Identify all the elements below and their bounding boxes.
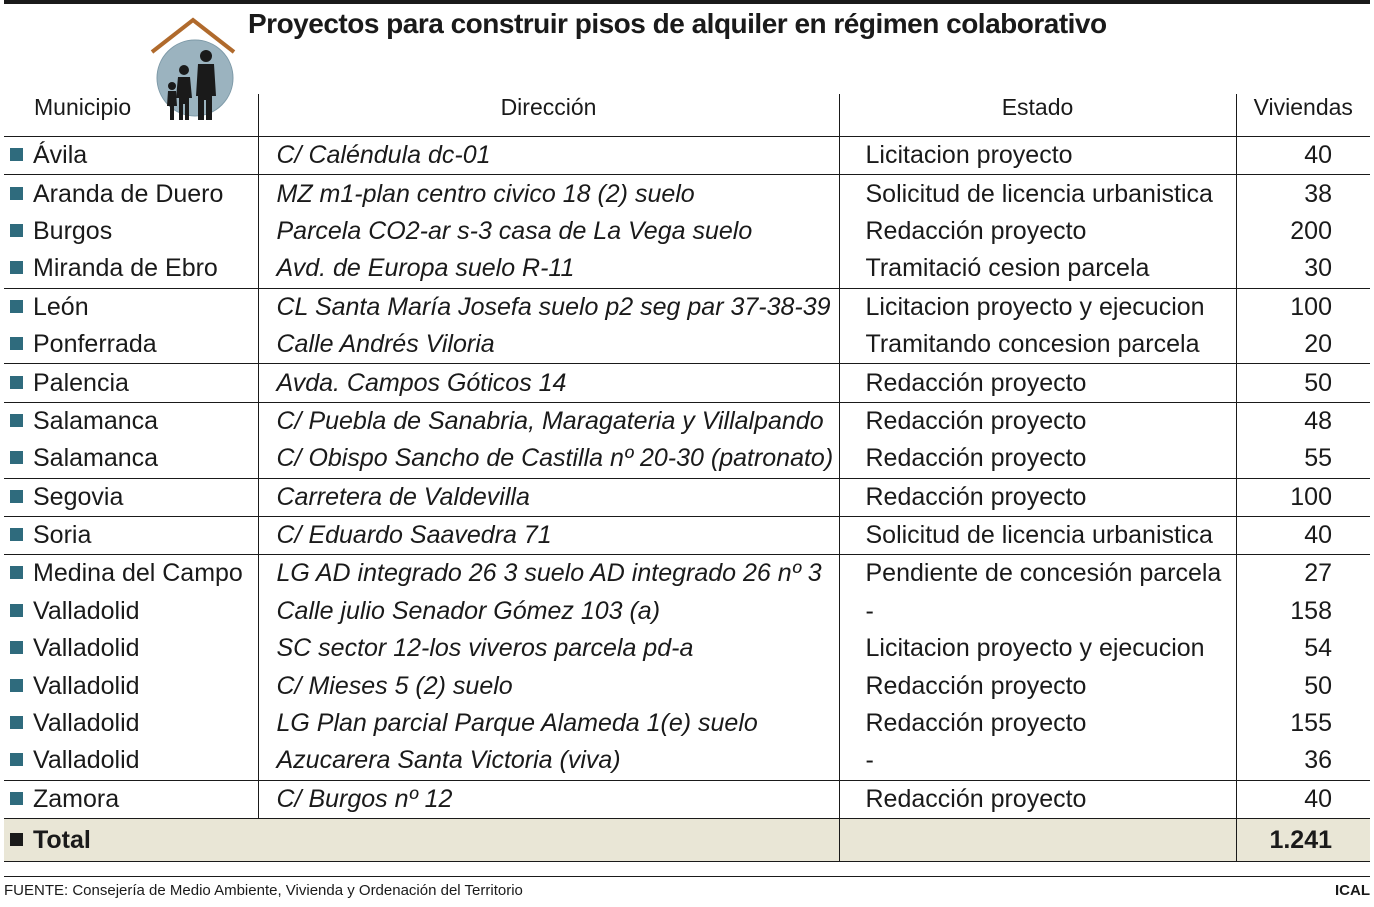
cell-municipio [4, 516, 258, 554]
municipio-label: Valladolid [33, 596, 140, 625]
cell-direccion: Parcela CO2-ar s-3 casa de La Vega suelo [258, 213, 839, 250]
bullet-square-icon [10, 414, 23, 427]
cell-direccion: MZ m1-plan centro civico 18 (2) suelo [258, 175, 839, 213]
municipio-label: Valladolid [33, 634, 140, 663]
cell-municipio [4, 326, 258, 364]
cell-viviendas: 100 [1236, 478, 1370, 516]
cell-municipio [4, 440, 258, 478]
bullet-square-icon [10, 376, 23, 389]
total-row [4, 819, 1370, 862]
cell-viviendas: 55 [1236, 440, 1370, 478]
cell-municipio [4, 175, 258, 213]
cell-estado: Solicitud de licencia urbanistica [839, 175, 1236, 213]
cell-estado: Pendiente de concesión parcela [839, 555, 1236, 593]
cell-direccion: Calle Andrés Viloria [258, 326, 839, 364]
cell-viviendas: 158 [1236, 593, 1370, 630]
bullet-square-icon [10, 490, 23, 503]
cell-estado: Solicitud de licencia urbanistica [839, 516, 1236, 554]
total-empty-cell [839, 819, 1236, 862]
table-body [4, 137, 1370, 862]
cell-municipio [4, 213, 258, 250]
bullet-square-icon [10, 528, 23, 541]
cell-municipio [4, 402, 258, 440]
table-row [4, 593, 1370, 630]
municipio-label: Salamanca [33, 444, 159, 473]
cell-municipio [4, 742, 258, 780]
cell-direccion: Azucarera Santa Victoria (viva) [258, 742, 839, 780]
municipio-label: León [33, 292, 89, 321]
cell-viviendas: 30 [1236, 250, 1370, 288]
bullet-square-icon [10, 261, 23, 274]
municipio-label: Palencia [33, 368, 129, 397]
cell-viviendas: 50 [1236, 667, 1370, 704]
table-row [4, 780, 1370, 818]
cell-direccion: C/ Caléndula dc-01 [258, 137, 839, 175]
table-row [4, 705, 1370, 742]
cell-direccion: C/ Puebla de Sanabria, Maragateria y Villalpando [258, 402, 839, 440]
municipio-label: Ávila [33, 141, 88, 170]
bottom-rule [4, 876, 1370, 877]
source-note: FUENTE: Consejería de Medio Ambiente, Vivienda y Ordenación del Territorio [4, 882, 523, 899]
table-row [4, 213, 1370, 250]
column-header-viviendas: Viviendas [1236, 94, 1370, 137]
cell-estado: - [839, 593, 1236, 630]
cell-viviendas: 200 [1236, 213, 1370, 250]
table-row [4, 742, 1370, 780]
cell-viviendas: 38 [1236, 175, 1370, 213]
cell-viviendas: 50 [1236, 364, 1370, 402]
cell-estado: Redacción proyecto [839, 440, 1236, 478]
table-row [4, 440, 1370, 478]
cell-estado: - [839, 742, 1236, 780]
cell-municipio [4, 667, 258, 704]
bullet-square-icon [10, 679, 23, 692]
cell-municipio [4, 555, 258, 593]
cell-municipio [4, 250, 258, 288]
cell-viviendas: 40 [1236, 516, 1370, 554]
cell-viviendas: 40 [1236, 137, 1370, 175]
bullet-square-icon [10, 753, 23, 766]
bullet-square-icon [10, 566, 23, 579]
column-header-estado: Estado [839, 94, 1236, 137]
table-row [4, 137, 1370, 175]
cell-direccion: C/ Obispo Sancho de Castilla nº 20-30 (patronato) [258, 440, 839, 478]
municipio-label: Medina del Campo [33, 559, 243, 588]
cell-municipio [4, 478, 258, 516]
cell-estado: Licitacion proyecto y ejecucion [839, 630, 1236, 667]
bullet-square-icon [10, 337, 23, 350]
cell-viviendas: 54 [1236, 630, 1370, 667]
cell-municipio [4, 593, 258, 630]
bullet-square-icon [10, 716, 23, 729]
cell-viviendas: 155 [1236, 705, 1370, 742]
table-row [4, 288, 1370, 326]
municipio-label: Salamanca [33, 406, 159, 435]
total-value: 1.241 [1236, 819, 1370, 862]
cell-direccion: CL Santa María Josefa suelo p2 seg par 37-38-39 [258, 288, 839, 326]
cell-viviendas: 36 [1236, 742, 1370, 780]
cell-viviendas: 20 [1236, 326, 1370, 364]
bullet-square-icon [10, 451, 23, 464]
municipio-label: Zamora [33, 784, 120, 813]
table-row [4, 516, 1370, 554]
cell-municipio [4, 137, 258, 175]
municipio-label: Miranda de Ebro [33, 254, 218, 283]
chart-title: Proyectos para construir pisos de alquiler en régimen colaborativo [248, 8, 1107, 39]
cell-estado: Licitacion proyecto [839, 137, 1236, 175]
top-rule [4, 0, 1370, 4]
cell-municipio [4, 288, 258, 326]
table-row [4, 402, 1370, 440]
total-label: Total [33, 825, 91, 854]
cell-municipio [4, 705, 258, 742]
cell-estado: Redacción proyecto [839, 213, 1236, 250]
table-row [4, 364, 1370, 402]
bullet-square-icon [10, 833, 23, 846]
table-row [4, 175, 1370, 213]
cell-direccion: C/ Eduardo Saavedra 71 [258, 516, 839, 554]
cell-direccion: SC sector 12-los viveros parcela pd-a [258, 630, 839, 667]
table-row [4, 630, 1370, 667]
cell-direccion: Carretera de Valdevilla [258, 478, 839, 516]
agency-brand: ICAL [1335, 882, 1370, 899]
cell-estado: Redacción proyecto [839, 478, 1236, 516]
municipio-label: Valladolid [33, 746, 140, 775]
cell-direccion: C/ Burgos nº 12 [258, 780, 839, 818]
cell-municipio [4, 364, 258, 402]
cell-municipio [4, 780, 258, 818]
table-row [4, 555, 1370, 593]
cell-direccion: Avd. de Europa suelo R-11 [258, 250, 839, 288]
projects-table [4, 94, 1370, 862]
table-row [4, 478, 1370, 516]
municipio-label: Valladolid [33, 671, 140, 700]
bullet-square-icon [10, 224, 23, 237]
cell-direccion: LG Plan parcial Parque Alameda 1(e) suelo [258, 705, 839, 742]
municipio-label: Ponferrada [33, 330, 157, 359]
bullet-square-icon [10, 187, 23, 200]
column-header-municipio: Municipio [4, 94, 258, 137]
column-header-direccion: Dirección [258, 94, 839, 137]
cell-direccion: C/ Mieses 5 (2) suelo [258, 667, 839, 704]
cell-direccion: Avda. Campos Góticos 14 [258, 364, 839, 402]
table-row [4, 250, 1370, 288]
cell-viviendas: 100 [1236, 288, 1370, 326]
cell-estado: Tramitació cesion parcela [839, 250, 1236, 288]
table-row [4, 667, 1370, 704]
cell-estado: Tramitando concesion parcela [839, 326, 1236, 364]
cell-estado: Redacción proyecto [839, 667, 1236, 704]
cell-estado: Redacción proyecto [839, 780, 1236, 818]
municipio-label: Burgos [33, 216, 113, 245]
municipio-label: Aranda de Duero [33, 179, 224, 208]
municipio-label: Valladolid [33, 709, 140, 738]
cell-viviendas: 27 [1236, 555, 1370, 593]
bullet-square-icon [10, 792, 23, 805]
bullet-square-icon [10, 148, 23, 161]
cell-estado: Redacción proyecto [839, 705, 1236, 742]
bullet-square-icon [10, 641, 23, 654]
cell-viviendas: 40 [1236, 780, 1370, 818]
bullet-square-icon [10, 300, 23, 313]
total-label-cell [4, 819, 839, 862]
cell-viviendas: 48 [1236, 402, 1370, 440]
cell-direccion: Calle julio Senador Gómez 103 (a) [258, 593, 839, 630]
cell-estado: Redacción proyecto [839, 402, 1236, 440]
cell-estado: Licitacion proyecto y ejecucion [839, 288, 1236, 326]
municipio-label: Segovia [33, 482, 124, 511]
table-row [4, 326, 1370, 364]
cell-municipio [4, 630, 258, 667]
cell-estado: Redacción proyecto [839, 364, 1236, 402]
cell-direccion: LG AD integrado 26 3 suelo AD integrado 26 nº 3 [258, 555, 839, 593]
municipio-label: Soria [33, 521, 92, 550]
bullet-square-icon [10, 604, 23, 617]
header-row [4, 94, 1370, 137]
